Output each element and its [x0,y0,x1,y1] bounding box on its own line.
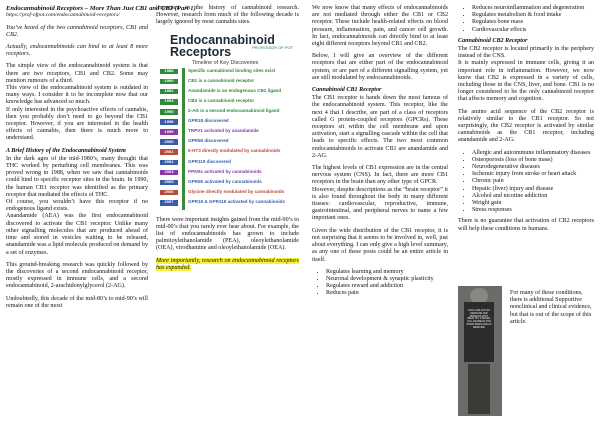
list-item: • Cardiovascular effects [472,27,594,34]
list-item: • Allergic and autoimmune inflammatory diseases [472,150,594,157]
paragraph: The CB2 receptor is located primarily in the periphery instead of the CNS. [458,46,594,60]
paragraph: There is no guarantee that activation of CB2 receptors will help these conditions in humans. [458,218,594,232]
section-heading-cb1: Cannabinoid CB1 Receptor [312,87,382,94]
timeline-event [160,108,280,115]
paragraph: We now know that many effects of endocannabinoids are not mediated through either the CB1 or CB2 receptor. These include health-related effects on blood pressure, inflammation, pain, and cancer cell growth. In fact, endocannabinoids can directly bind to at least eight different receptors beyond CB1 and CB2. [312,5,448,48]
intro-paragraph-2: Actually, endocannabinoids can bind to at least 8 more receptors. [6,44,148,58]
paragraph: important in the history of cannabinoid research. However, research from much of the following decade is largely ignored by most cannabis sites. [156,5,299,26]
timeline-year: 2005 [160,180,178,186]
paragraph: If only interested in the psychoactive effects of cannabis, then you probably don’t need to go beyond the CB1 receptor. However, if you are interested in the health effects of cannabis, then there is much more to understand. [6,106,148,142]
timeline-year: 1990 [160,79,178,85]
timeline-year: 1992 [160,89,178,95]
timeline-event [160,128,259,135]
timeline-event-text: PPARs activated by cannabinoids [188,168,262,174]
paragraph: The highest levels of CB1 expression are in the central nervous system (CNS). In fact, there are more CB1 receptors in the brain than any other type of GPCR. [312,165,448,186]
timeline-year: 2007 [160,200,178,206]
poster-text: LOOK LIKE ACTUAL MEDICINE AND PERSONS WITH WEAK HIV, CANCER, ALS, ANOREXIA FOR WHOM MARIJUANA IS MEDICINE [466,309,492,329]
timeline-event [160,178,262,186]
timeline-event [160,67,276,75]
column-4 [458,5,594,238]
list-item: • Regulates bone mass [472,19,594,26]
paragraph: Anandamide (AEA) was the first endocannabinoid discovered to activate the CB1 receptor. Unlike many other signalling molecules that are produced ahead of time and stored in vesicles waiting to be released, anandamide was a lipid molecule produced on demand by a set of enzymes. [6,213,148,256]
figure-title-line-1: Endocannabinoid [170,32,275,47]
paragraph: It is mainly expressed in immune cells, giving it an important role in inflammation. However, we now know that CB2 is expressed in a variety of cells, including those in the CNS, liver, and bone. CB1 is no longer considered to be the only cannabinoid receptor that affects memory and cognition. [458,60,594,103]
list-item: • Stress responses [472,207,594,214]
paragraph: There were important insights gained from the mid-90’s to mid-00’s that you rarely ever hear about. For example, the list of endocannabinoids has grown to include palmitoylethanolamide (PEA), oleoylethanolamide (OEA), virodhamine and oleoylethanolamide (OEA). [156,216,299,252]
person-body [468,364,490,414]
paragraph: The simple view of the endocannabinoid system is that there are two receptors, CB1 and CB2. Some may mention rumours of a third. [6,63,148,84]
timeline-figure [156,32,299,212]
paragraph: The CB1 receptor is hands down the most famous of the endocannabinoid system. This receptor, like the next 4 that I describe, are part of a class of receptors called G protein-coupled receptors (GPCRs). These receptors sit within the cell membrane and upon activation, start a signalling cascade within the cell that leads to specific effects. The two most common endocannabinoids to activate CB1 are anandamide and 2-AG. [312,95,448,159]
article-title: Endocannabinoid Receptors – More Than Just CB1 and CB2 (Part 1) [6,5,196,12]
timeline-event-text: GPR119 discovered [188,158,231,164]
section-heading-cb2: Cannabinoid CB2 Receptor [458,37,528,44]
timeline-event-text: TRPV1 activated by anandamide [188,128,259,134]
list-item: • Weight gain [472,200,594,207]
timeline-event [160,118,229,125]
timeline-year: 1998 [160,119,178,125]
timeline-event [160,158,231,166]
timeline-year: 2001 [160,149,178,155]
timeline-year: 1988 [160,69,178,75]
timeline-event-text: Specific cannabinoid binding sites exist [188,67,276,73]
paragraph: This view of the endocannabinoid system is outdated in many ways. I consider it to be incomplete now that our knowledge has advanced so much. [6,85,148,106]
paragraph: In the dark ages of the mid-1980’s, many thought that THC worked by perturbing cell membranes. This was proved wrong in 1988, when we saw that cannabinoids could bind to specific receptor sites in the brain. In 1990, the human CB1 receptor was identified as the primary receptor that mediated the effects of THC. [6,155,148,198]
paragraph: The amino acid sequence of the CB2 receptor is relatively similar to the CB1 receptor. So not surprisingly, the CB2 receptor is activated by similar cannabinoids as the CB1 receptor, including anandamide and 2-AG. [458,108,594,144]
timeline-event-text: GPR55 activated by cannabinoids [188,178,262,184]
list-item: • Regulates learning and memory [326,269,448,276]
list-item: • Regulates reward and addiction [326,283,448,290]
paragraph: However, despite descriptions as the “brain receptor” it is also found throughout the body in many different tissues: cardiovascular, reproductive, immune, gastrointestinal, and peripheral nerves to name a few important ones. [312,186,448,222]
timeline-event-text: Glycine directly modulated by cannabinoids [188,188,285,194]
section-heading-history: A Brief History of the Endocannabinoid System [6,147,126,154]
figure-title-line-2: Receptors [170,44,232,59]
list-item: • Chronic pain [472,178,594,185]
logo: PROFESSOR OF POT [252,44,294,50]
timeline-event-text: 5-HT3 directly modulated by cannabinoids [188,148,281,154]
article-url[interactable]: https://prof-ofpot.com/endocannabinoid-receptors/ [6,12,120,19]
intro-paragraph-1: You’ve heard of the two cannabinoid receptors, CB1 and CB2. [6,24,148,38]
column-2 [156,5,299,277]
list-item: • Osteoporosis (loss of bone mass) [472,157,594,164]
timeline-event [160,138,229,145]
timeline-event [160,97,255,105]
timeline-year: 1995 [160,109,178,115]
timeline-event-text: GPR55 discovered [188,138,229,144]
poster-side-text: For many of these conditions, there is additional Supportive nonclinical and clinical evidence, but that is out of the scope of this article. [510,290,592,325]
timeline-year: 2006 [160,190,178,196]
list-item: • Regulates metabolism & food intake [472,12,594,19]
timeline-event [160,87,282,95]
timeline-event [160,198,286,206]
timeline-event [160,148,281,155]
list-item: • Alcohol and nicotine addiction [472,193,594,200]
timeline-line [182,68,185,210]
timeline-event [160,77,255,85]
list-item: • Hepatic (liver) injury and disease [472,186,594,193]
timeline-year: 2003 [160,170,178,176]
timeline-year: 1999 [160,129,178,135]
timeline-event-text: GPR18 & GPR119 activated by cannabinoids [188,198,286,204]
timeline-event-text: CB1 is a cannabinoid receptor [188,77,255,83]
list-item: • Neurodegenerative diseases [472,164,594,171]
timeline-event-text: Anandamide is an endogenous CB1 ligand [188,87,282,93]
figure-subtitle: Timeline of Key Discoveries [192,59,259,66]
column-3 [312,5,448,302]
timeline-year: 2002 [160,160,178,166]
paragraph: Given the wide distribution of the CB1 receptor, it is not surprising that it seems to be involved in, well, just about everything. I can only give a high level summary, as any one of these posts could be an entire article in itself. [312,227,448,263]
highlighted-text: More importantly, research on endocannabinoid receptors has expanded. [156,257,299,271]
list-item: • Reduces pain [326,290,448,297]
timeline-year: 2000 [160,139,178,145]
timeline-event-text: 2-AG is a second endocannabinoid ligand [188,108,280,113]
paragraph: Undoubtedly, this decade of the mid-80’s to mid-90’s will remain one of the most [6,295,148,309]
timeline-event [160,188,285,196]
timeline-event [160,168,262,176]
timeline-event-text: CB2 is a cannabinoid receptor [188,97,255,103]
paragraph: This ground-breaking research was quickly followed by the discoveries of a second endocannabinoid receptor, mostly expressed in immune cells, and a second endocannabinoid, 2-arachidonylglycerol (2-AG). [6,261,148,290]
paragraph: Below, I will give an overview of the different receptors that are either part of the endocannabinoid system, or are part of a different signalling system, yet are still modulated by endocannabinoids. [312,53,448,81]
cb1-effects-list-continued [458,5,594,34]
paragraph: Of course, you wouldn’t have this receptor if no endogenous ligand exists. [6,199,148,213]
timeline-event-text: GPR18 discovered [188,118,229,124]
list-item: • Neuronal development & synaptic plasticity [326,276,448,283]
list-item: • Ischemic injury from stroke or heart attack [472,171,594,178]
list-item: • Reduces neuroinflammation and degeneration [472,5,594,12]
protest-poster-image [458,286,502,416]
cb2-conditions-list [458,150,594,215]
timeline-year: 1993 [160,99,178,105]
cb1-effects-list [312,269,448,298]
